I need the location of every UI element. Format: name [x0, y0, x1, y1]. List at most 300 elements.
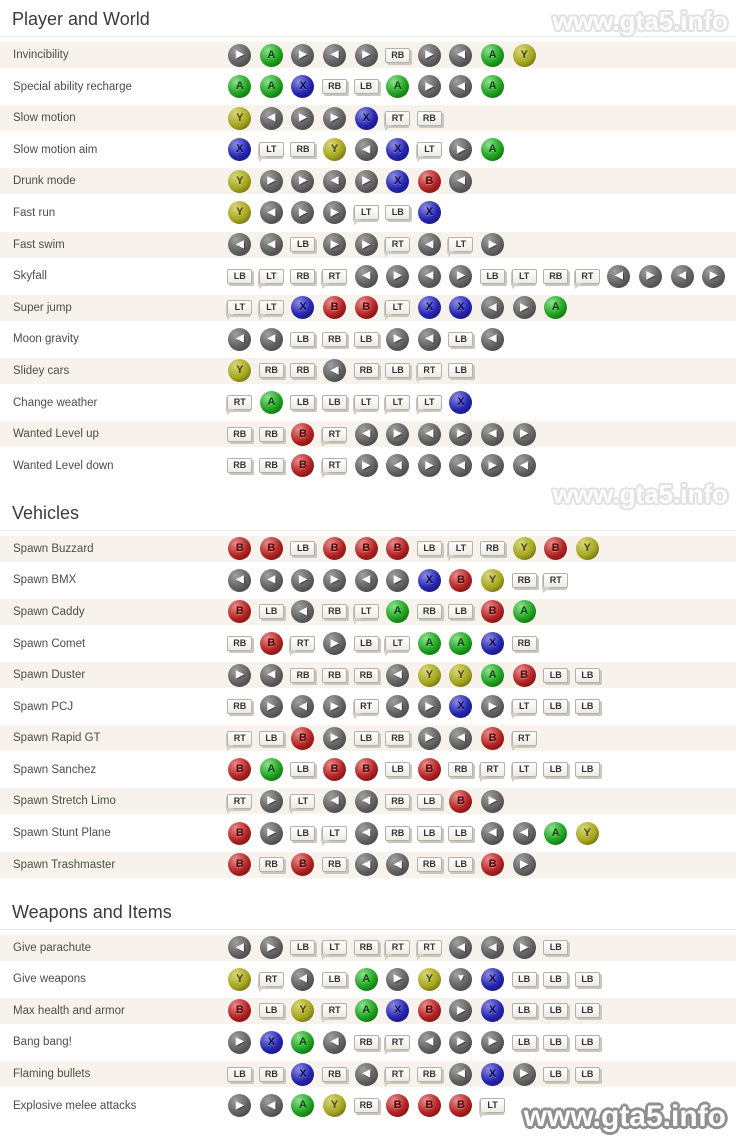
- cheat-row: [0, 263, 736, 289]
- dpad-right-icon: ▶: [323, 107, 346, 130]
- x-button-icon: X: [291, 75, 314, 98]
- button-slot: [508, 296, 540, 319]
- button-slot: [508, 1063, 540, 1086]
- dpad-right-icon: ▶: [291, 569, 314, 592]
- rt-key-icon: RT: [543, 573, 568, 588]
- button-slot: [477, 269, 509, 284]
- y-button-icon: Y: [228, 170, 251, 193]
- button-slot: [224, 537, 256, 560]
- b-button-icon: B: [386, 537, 409, 560]
- button-slot: [224, 731, 256, 746]
- button-slot: [382, 75, 414, 98]
- button-slot: [256, 1094, 288, 1117]
- button-slot: [635, 265, 667, 288]
- lb-key-icon: LB: [290, 237, 315, 252]
- dpad-left-icon: ◀: [323, 1031, 346, 1054]
- rb-key-icon: RB: [227, 427, 252, 442]
- button-slot: [445, 999, 477, 1022]
- button-sequence: [224, 695, 603, 718]
- button-slot: [256, 857, 288, 872]
- button-slot: [287, 695, 319, 718]
- dpad-right-icon: ▶: [228, 664, 251, 687]
- button-slot: [287, 142, 319, 157]
- b-button-icon: B: [449, 1094, 472, 1117]
- b-button-icon: B: [355, 537, 378, 560]
- button-slot: [224, 75, 256, 98]
- dpad-right-icon: ▶: [386, 328, 409, 351]
- button-slot: [382, 328, 414, 351]
- lb-key-icon: LB: [354, 332, 379, 347]
- rb-key-icon: RB: [322, 332, 347, 347]
- lb-key-icon: LB: [417, 541, 442, 556]
- button-slot: [508, 600, 540, 623]
- button-sequence: [224, 1063, 603, 1086]
- button-slot: [287, 363, 319, 378]
- button-slot: [445, 968, 477, 991]
- button-sequence: [224, 632, 540, 655]
- button-slot: [477, 822, 509, 845]
- button-slot: [319, 1031, 351, 1054]
- button-slot: [256, 1031, 288, 1054]
- b-button-icon: B: [418, 1094, 441, 1117]
- cheat-label: Invincibility: [13, 49, 69, 61]
- lt-key-icon: LT: [417, 142, 442, 157]
- button-sequence: [224, 968, 603, 991]
- button-slot: [256, 75, 288, 98]
- rb-key-icon: RB: [259, 363, 284, 378]
- b-button-icon: B: [418, 170, 441, 193]
- button-slot: [350, 205, 382, 220]
- dpad-right-icon: ▶: [323, 233, 346, 256]
- lt-key-icon: LT: [227, 300, 252, 315]
- button-slot: [350, 363, 382, 378]
- button-slot: [382, 537, 414, 560]
- dpad-left-icon: ◀: [481, 328, 504, 351]
- y-button-icon: Y: [323, 138, 346, 161]
- lb-key-icon: LB: [354, 731, 379, 746]
- rb-key-icon: RB: [354, 940, 379, 955]
- button-sequence: [224, 1031, 603, 1054]
- dpad-left-icon: ◀: [386, 664, 409, 687]
- x-button-icon: X: [449, 391, 472, 414]
- x-button-icon: X: [481, 968, 504, 991]
- rt-key-icon: RT: [322, 1003, 347, 1018]
- button-slot: [414, 296, 446, 319]
- button-slot: [319, 940, 351, 955]
- button-slot: [350, 537, 382, 560]
- cheat-label: Wanted Level up: [13, 428, 99, 441]
- rb-key-icon: RB: [227, 458, 252, 473]
- a-button-icon: A: [291, 1094, 314, 1117]
- dpad-left-icon: ◀: [481, 296, 504, 319]
- button-slot: [414, 664, 446, 687]
- button-slot: [224, 1067, 256, 1082]
- dpad-left-icon: ◀: [386, 454, 409, 477]
- button-slot: [287, 762, 319, 777]
- button-slot: [256, 936, 288, 959]
- cheat-rows: [0, 935, 736, 1119]
- rt-key-icon: RT: [322, 458, 347, 473]
- dpad-right-icon: ▶: [418, 75, 441, 98]
- x-button-icon: X: [386, 138, 409, 161]
- rb-key-icon: RB: [259, 1067, 284, 1082]
- button-slot: [382, 363, 414, 378]
- dpad-left-icon: ◀: [418, 265, 441, 288]
- button-slot: [224, 44, 256, 67]
- button-slot: [445, 857, 477, 872]
- button-slot: [477, 138, 509, 161]
- button-slot: [350, 44, 382, 67]
- watermark-middle: www.gta5.info: [552, 479, 728, 509]
- button-slot: [445, 332, 477, 347]
- button-sequence: [224, 790, 508, 813]
- button-slot: [445, 826, 477, 841]
- button-slot: [477, 968, 509, 991]
- dpad-right-icon: ▶: [291, 170, 314, 193]
- rb-key-icon: RB: [259, 427, 284, 442]
- dpad-left-icon: ◀: [355, 569, 378, 592]
- button-slot: [414, 142, 446, 157]
- button-slot: [572, 1067, 604, 1082]
- lb-key-icon: LB: [322, 395, 347, 410]
- button-slot: [350, 1063, 382, 1086]
- dpad-left-icon: ◀: [323, 170, 346, 193]
- button-slot: [287, 600, 319, 623]
- button-slot: [445, 727, 477, 750]
- y-button-icon: Y: [228, 201, 251, 224]
- b-button-icon: B: [228, 853, 251, 876]
- button-slot: [445, 1063, 477, 1086]
- button-slot: [508, 731, 540, 746]
- button-sequence: [224, 170, 477, 193]
- rt-key-icon: RT: [259, 972, 284, 987]
- button-slot: [445, 541, 477, 556]
- rt-key-icon: RT: [385, 1067, 410, 1082]
- button-slot: [256, 107, 288, 130]
- a-button-icon: A: [449, 632, 472, 655]
- button-slot: [287, 541, 319, 556]
- rb-key-icon: RB: [290, 363, 315, 378]
- lb-key-icon: LB: [290, 940, 315, 955]
- cheat-row: [0, 42, 736, 68]
- cheat-row: [0, 326, 736, 352]
- button-slot: [287, 940, 319, 955]
- button-slot: [319, 972, 351, 987]
- button-slot: [477, 1063, 509, 1086]
- dpad-left-icon: ◀: [291, 695, 314, 718]
- b-button-icon: B: [323, 537, 346, 560]
- rb-key-icon: RB: [354, 363, 379, 378]
- button-slot: [350, 423, 382, 446]
- button-slot: [287, 853, 319, 876]
- a-button-icon: A: [260, 44, 283, 67]
- b-button-icon: B: [513, 664, 536, 687]
- lt-key-icon: LT: [322, 940, 347, 955]
- button-slot: [477, 75, 509, 98]
- button-slot: [350, 107, 382, 130]
- button-slot: [350, 395, 382, 410]
- lt-key-icon: LT: [512, 699, 537, 714]
- rb-key-icon: RB: [259, 458, 284, 473]
- dpad-left-icon: ◀: [386, 853, 409, 876]
- lb-key-icon: LB: [290, 332, 315, 347]
- cheat-row: [0, 567, 736, 593]
- button-slot: [319, 44, 351, 67]
- section-weapons-and-items: [0, 893, 736, 1119]
- lb-key-icon: LB: [575, 1003, 600, 1018]
- button-sequence: [224, 44, 540, 67]
- button-slot: [666, 265, 698, 288]
- button-slot: [572, 537, 604, 560]
- button-slot: [319, 758, 351, 781]
- button-slot: [256, 758, 288, 781]
- button-slot: [350, 296, 382, 319]
- cheat-label: Explosive melee attacks: [13, 1099, 137, 1112]
- rt-key-icon: RT: [512, 731, 537, 746]
- button-slot: [508, 853, 540, 876]
- button-slot: [414, 363, 446, 378]
- button-slot: [414, 569, 446, 592]
- button-slot: [540, 972, 572, 987]
- button-slot: [508, 1003, 540, 1018]
- button-slot: [224, 138, 256, 161]
- dpad-right-icon: ▶: [513, 936, 536, 959]
- cheat-label: Spawn BMX: [13, 574, 77, 587]
- button-slot: [445, 604, 477, 619]
- lb-key-icon: LB: [543, 1067, 568, 1082]
- button-slot: [256, 731, 288, 746]
- lb-key-icon: LB: [543, 1035, 568, 1050]
- button-slot: [287, 826, 319, 841]
- lt-key-icon: LT: [354, 395, 379, 410]
- button-slot: [382, 940, 414, 955]
- b-button-icon: B: [544, 537, 567, 560]
- button-slot: [224, 758, 256, 781]
- button-slot: [350, 968, 382, 991]
- lb-key-icon: LB: [417, 826, 442, 841]
- rb-key-icon: RB: [322, 668, 347, 683]
- lb-key-icon: LB: [448, 857, 473, 872]
- button-slot: [540, 1067, 572, 1082]
- lb-key-icon: LB: [575, 1035, 600, 1050]
- y-button-icon: Y: [513, 44, 536, 67]
- button-slot: [540, 822, 572, 845]
- rb-key-icon: RB: [290, 142, 315, 157]
- lb-key-icon: LB: [259, 1003, 284, 1018]
- b-button-icon: B: [323, 758, 346, 781]
- button-slot: [414, 826, 446, 841]
- button-slot: [414, 999, 446, 1022]
- button-sequence: [224, 1094, 508, 1117]
- cheat-label: Bang bang!: [13, 1036, 72, 1049]
- x-button-icon: X: [449, 296, 472, 319]
- dpad-left-icon: ◀: [355, 790, 378, 813]
- dpad-right-icon: ▶: [260, 790, 283, 813]
- lb-key-icon: LB: [354, 636, 379, 651]
- y-button-icon: Y: [449, 664, 472, 687]
- rb-key-icon: RB: [417, 1067, 442, 1082]
- lb-key-icon: LB: [575, 668, 600, 683]
- button-slot: [350, 853, 382, 876]
- dpad-left-icon: ◀: [228, 233, 251, 256]
- cheat-row: [0, 631, 736, 657]
- button-slot: [414, 794, 446, 809]
- button-slot: [414, 632, 446, 655]
- rb-key-icon: RB: [227, 699, 252, 714]
- button-slot: [477, 632, 509, 655]
- button-slot: [319, 826, 351, 841]
- lt-key-icon: LT: [448, 237, 473, 252]
- rb-key-icon: RB: [290, 668, 315, 683]
- button-slot: [256, 44, 288, 67]
- dpad-down-icon: ▼: [449, 968, 472, 991]
- button-slot: [224, 636, 256, 651]
- button-slot: [572, 269, 604, 284]
- button-sequence: [224, 936, 572, 959]
- button-slot: [508, 972, 540, 987]
- dpad-right-icon: ▶: [291, 107, 314, 130]
- button-slot: [508, 537, 540, 560]
- lt-key-icon: LT: [480, 1098, 505, 1113]
- dpad-left-icon: ◀: [481, 822, 504, 845]
- rb-key-icon: RB: [322, 857, 347, 872]
- cheat-row: [0, 421, 736, 447]
- rb-key-icon: RB: [227, 636, 252, 651]
- dpad-right-icon: ▶: [481, 233, 504, 256]
- rb-key-icon: RB: [322, 604, 347, 619]
- button-sequence: [224, 107, 445, 130]
- button-slot: [477, 569, 509, 592]
- button-slot: [319, 727, 351, 750]
- button-slot: [224, 170, 256, 193]
- dpad-left-icon: ◀: [323, 790, 346, 813]
- button-slot: [256, 142, 288, 157]
- button-slot: [287, 794, 319, 809]
- lb-key-icon: LB: [543, 699, 568, 714]
- dpad-left-icon: ◀: [291, 968, 314, 991]
- button-slot: [224, 1031, 256, 1054]
- button-slot: [382, 853, 414, 876]
- rb-key-icon: RB: [543, 269, 568, 284]
- b-button-icon: B: [228, 600, 251, 623]
- lt-key-icon: LT: [259, 300, 284, 315]
- button-slot: [319, 296, 351, 319]
- dpad-left-icon: ◀: [418, 328, 441, 351]
- dpad-right-icon: ▶: [323, 201, 346, 224]
- lb-key-icon: LB: [417, 794, 442, 809]
- b-button-icon: B: [291, 423, 314, 446]
- button-slot: [382, 968, 414, 991]
- rt-key-icon: RT: [385, 1035, 410, 1050]
- button-slot: [414, 1067, 446, 1082]
- button-slot: [319, 668, 351, 683]
- dpad-left-icon: ◀: [228, 936, 251, 959]
- dpad-left-icon: ◀: [323, 359, 346, 382]
- a-button-icon: A: [355, 968, 378, 991]
- button-slot: [540, 762, 572, 777]
- button-slot: [256, 1003, 288, 1018]
- button-slot: [350, 138, 382, 161]
- a-button-icon: A: [228, 75, 251, 98]
- dpad-left-icon: ◀: [260, 107, 283, 130]
- y-button-icon: Y: [513, 537, 536, 560]
- lt-key-icon: LT: [259, 142, 284, 157]
- button-slot: [414, 233, 446, 256]
- dpad-left-icon: ◀: [260, 569, 283, 592]
- dpad-right-icon: ▶: [481, 1031, 504, 1054]
- button-slot: [224, 1094, 256, 1117]
- dpad-left-icon: ◀: [355, 1063, 378, 1086]
- dpad-left-icon: ◀: [449, 1063, 472, 1086]
- button-slot: [382, 1094, 414, 1117]
- x-button-icon: X: [291, 296, 314, 319]
- dpad-right-icon: ▶: [260, 936, 283, 959]
- cheat-row: [0, 536, 736, 562]
- button-slot: [287, 332, 319, 347]
- rb-key-icon: RB: [417, 857, 442, 872]
- dpad-right-icon: ▶: [260, 695, 283, 718]
- button-slot: [477, 296, 509, 319]
- lb-key-icon: LB: [448, 604, 473, 619]
- a-button-icon: A: [386, 75, 409, 98]
- lb-key-icon: LB: [259, 604, 284, 619]
- button-slot: [477, 762, 509, 777]
- button-slot: [350, 940, 382, 955]
- cheat-label: Spawn Caddy: [13, 605, 85, 618]
- a-button-icon: A: [544, 296, 567, 319]
- dpad-right-icon: ▶: [639, 265, 662, 288]
- dpad-left-icon: ◀: [418, 423, 441, 446]
- b-button-icon: B: [228, 822, 251, 845]
- rb-key-icon: RB: [354, 1035, 379, 1050]
- button-slot: [256, 269, 288, 284]
- lt-key-icon: LT: [322, 826, 347, 841]
- y-button-icon: Y: [576, 822, 599, 845]
- cheat-row: [0, 966, 736, 992]
- button-slot: [287, 999, 319, 1022]
- button-slot: [256, 170, 288, 193]
- dpad-left-icon: ◀: [449, 75, 472, 98]
- dpad-right-icon: ▶: [291, 201, 314, 224]
- cheat-label: Spawn PCJ: [13, 700, 74, 713]
- button-slot: [540, 296, 572, 319]
- button-slot: [382, 794, 414, 809]
- button-slot: [256, 458, 288, 473]
- button-sequence: [224, 758, 603, 781]
- button-slot: [224, 999, 256, 1022]
- rb-key-icon: RB: [385, 794, 410, 809]
- cheat-row: [0, 1061, 736, 1087]
- button-slot: [477, 44, 509, 67]
- button-slot: [414, 111, 446, 126]
- cheat-label: Skyfall: [13, 270, 47, 283]
- button-slot: [287, 423, 319, 446]
- button-slot: [319, 604, 351, 619]
- dpad-left-icon: ◀: [481, 936, 504, 959]
- a-button-icon: A: [260, 758, 283, 781]
- button-slot: [414, 695, 446, 718]
- cheat-row: [0, 852, 736, 878]
- lb-key-icon: LB: [575, 972, 600, 987]
- b-button-icon: B: [260, 537, 283, 560]
- button-slot: [382, 600, 414, 623]
- button-slot: [382, 1067, 414, 1082]
- button-slot: [540, 269, 572, 284]
- button-slot: [445, 1031, 477, 1054]
- button-slot: [508, 454, 540, 477]
- button-slot: [508, 762, 540, 777]
- b-button-icon: B: [418, 758, 441, 781]
